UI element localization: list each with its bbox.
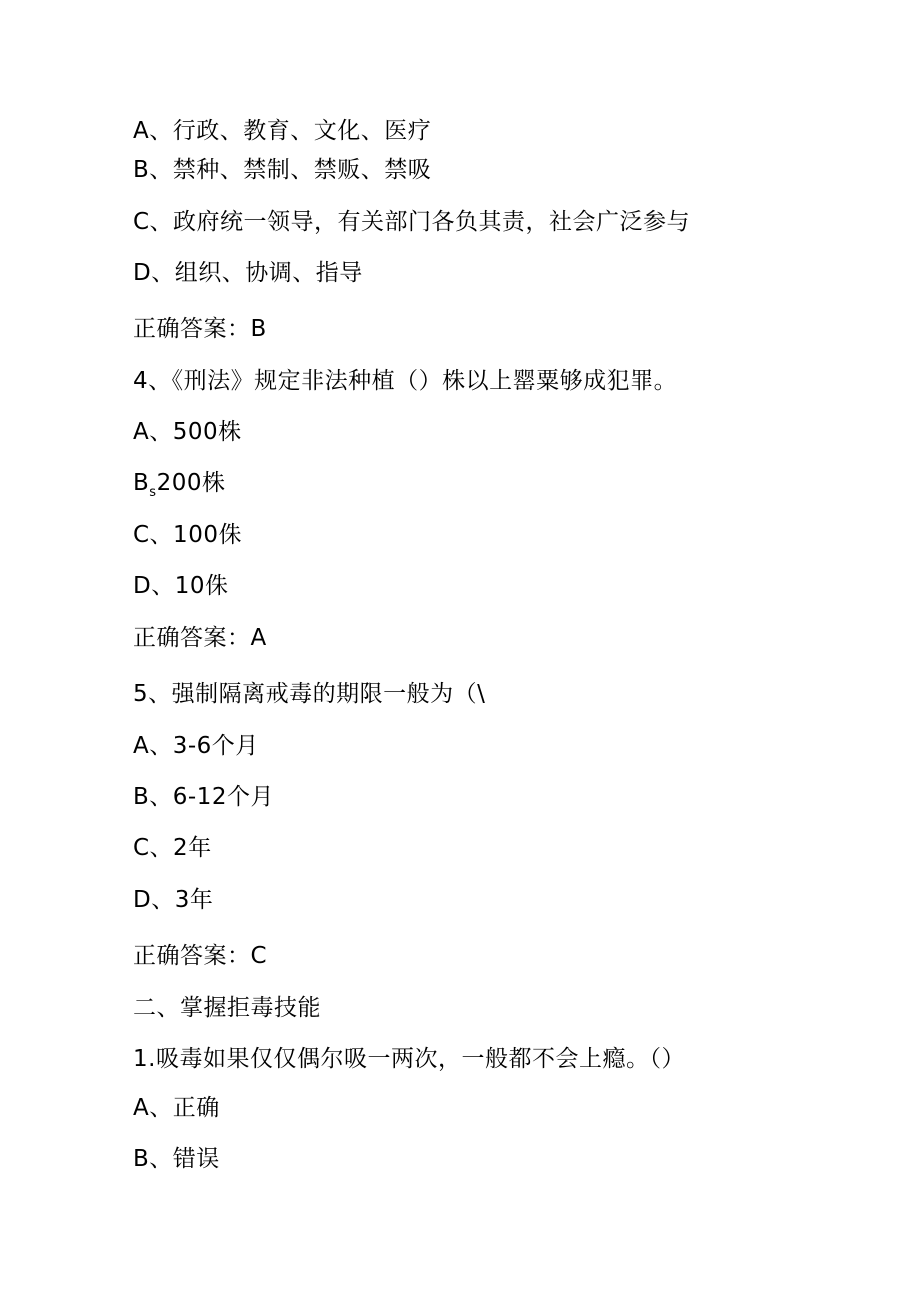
q4-option-c: C、100侏: [133, 522, 242, 548]
q4-option-b-subscript: s: [149, 485, 157, 500]
q5-option-a: A、3-6个月: [133, 733, 259, 759]
q4-option-b-letter: B: [133, 470, 150, 496]
q5-option-d: D、3年: [133, 887, 214, 913]
q5-option-b: B、6-12个月: [133, 784, 274, 810]
q3-option-a: A、行政、教育、文化、医疗: [133, 118, 432, 144]
q5-answer: 正确答案：C: [133, 943, 268, 969]
q3-option-c: C、政府统一领导，有关部门各负其责，社会广泛参与: [133, 209, 691, 235]
q4-answer: 正确答案：A: [133, 625, 267, 651]
q5-question: 5、强制隔离戒毒的期限一般为（\: [133, 681, 486, 707]
q4-option-d: D、10侏: [133, 573, 229, 599]
q4-option-b: [133, 468, 225, 502]
q3-option-d: D、组织、协调、指导: [133, 260, 363, 286]
s2-q1-option-a: A、正确: [133, 1095, 220, 1121]
q3-answer: 正确答案：B: [133, 316, 267, 342]
q4-question: 4、《刑法》规定非法种植（）株以上罂粟够成犯罪。: [133, 368, 678, 394]
q4-option-b-text: 200株: [156, 470, 226, 496]
section-heading: 二、掌握拒毒技能: [133, 995, 321, 1021]
q5-option-c: C、2年: [133, 835, 212, 861]
q4-option-a: A、500株: [133, 419, 242, 445]
q3-option-b: B、禁种、禁制、禁贩、禁吸: [133, 157, 432, 183]
s2-q1-option-b: B、错误: [133, 1146, 220, 1172]
s2-q1-question: 1.吸毒如果仅仅偶尔吸一两次，一般都不会上瘾。（）: [133, 1046, 685, 1072]
